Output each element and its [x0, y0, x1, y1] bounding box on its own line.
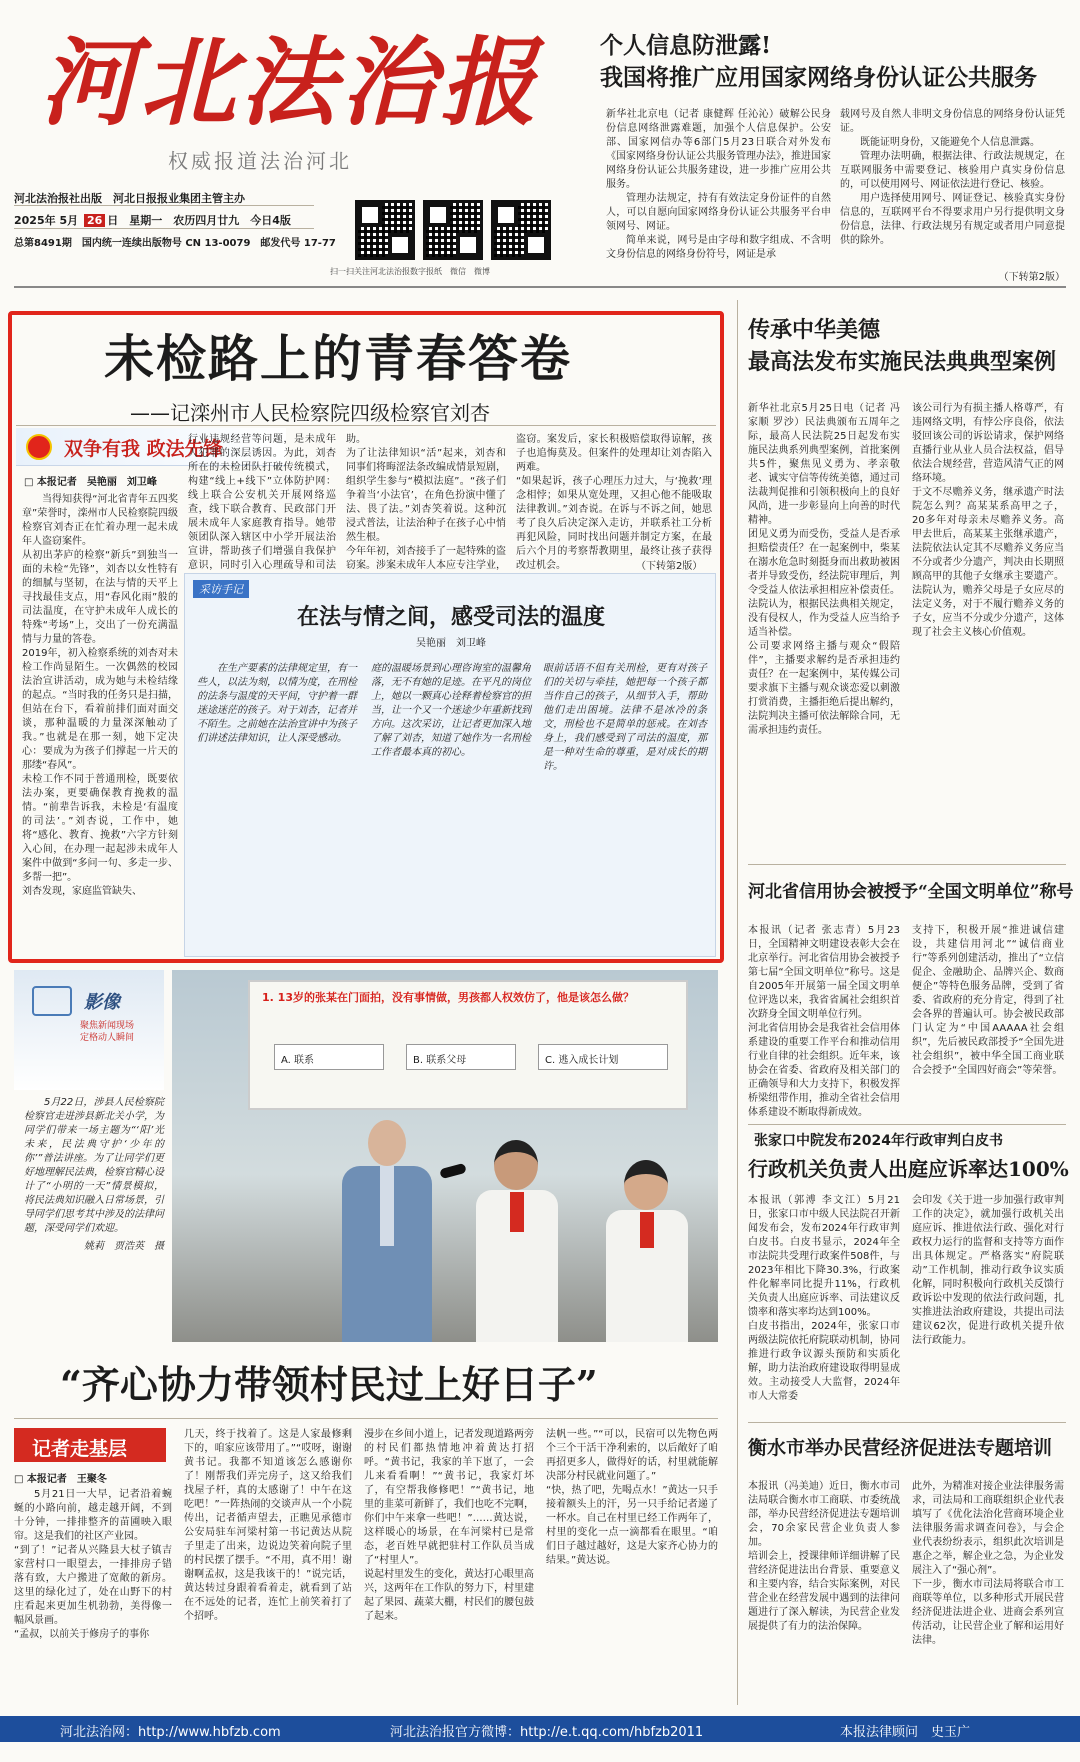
screen-option-c: C. 逃入成长计划: [538, 1044, 668, 1070]
village-col-3: 漫步在乡间小道上，记者发现道路两旁的村民们都热情地冲着黄达打招呼。“黄书记，我家的羊下崽了，一会儿来看看啊！”“黄书记，我家灯坏了，有空帮我修修吧！”“黄书记，地里的韭菜可新鲜了，我们也吃不完啊，你们中午来拿一些吧！”……黄达说，这样暖心的场景，在车河梁村已是常态，老百姓早就把驻村工作队员当成了“村里人”。 说起村里发生的变化，黄达打心眼里高兴，这两年在工作队的努力下，村里建起了果园、蔬菜大棚，村民们的腰包鼓了起来。: [364, 1429, 534, 1622]
projection-screen: [248, 980, 688, 1110]
feature-col-2: 行业违规经营等问题，是未成年人犯罪的深层诱因。为此，刘杏所在的未检团队打破传统模式，构建“线上+线下”立体防护网：线上联合公安机关开展网络巡查，线下联合教育、民政部门开展未成年人家庭教育指导。她带领团队深入辖区中小学开展法治宣讲，帮助孩子们增强自我保护意识，同时引入心理疏导和司法: [188, 434, 336, 571]
top-story: [600, 30, 1065, 283]
civil-code-story: [748, 314, 1068, 862]
feature-jump[interactable]: （下转第2版）: [636, 561, 703, 572]
hengshui-story: [748, 1428, 1068, 1708]
court-title: 行政机关负责人出庭应诉率达100%: [748, 1157, 1069, 1181]
screen-option-a: A. 联系: [274, 1044, 384, 1070]
footer-weibo-link[interactable]: 河北法治报官方微博：http://e.t.qq.com/hbfzb2011: [390, 1725, 704, 1740]
top-story-col-1: 新华社北京电（记者 康健辉 任沁沁）破解公民身份信息网络泄露难题，加强个人信息保护。公安部、国家网信办等6部门5月23日联合对外发布《国家网络身份认证公共服务管理办法》，推进国家网络身份认证公共服务建设，进一步推广应用公共服务。 管理办法规定，持有有效法定身份证件的自然人，可以自愿向国家网络身份认证公共服务平台申领网号、网证。 简单来说，网号是由字母和数字组成、不含明文身份信息的网络身份符号，网证是承: [606, 109, 831, 260]
interview-note-byline: 吴艳丽 刘卫峰: [416, 638, 486, 649]
credit-assoc-story: [748, 868, 1074, 1120]
village-col-2: 几天，终于找着了。这是人家最修剩下的，咱家应该带用了。”“哎呀，谢谢黄书记。我都不知道该怎么感谢你了！刚帮我们弄完房子，这又给我们找屋子杆，真的太感谢了！中午在这吃吧！”一阵热闹的交谈声从一个小院传出，记者循声望去，正瞧见承德市公安局驻车河梁村第一书记黄达从院子里走了出来，边说边笑着向院子里的村民摆了摆手。“不用，真不用！谢谢啊孟叔，这是我该干的！”说完话，黄达转过身跟着看着走，就看到了站在不远处的记者，连忙上前笑着打了个招呼。: [184, 1429, 352, 1622]
top-story-title-1: 个人信息防泄露!: [600, 32, 772, 59]
date-day-box: 26: [84, 214, 105, 227]
issue-line: 总第8491期 国内统一连续出版物号 CN 13-0079 邮发代号 17-77: [14, 238, 336, 249]
interview-note-col-3: 眼前话语不但有关刑检，更有对孩子们的关切与牵挂，她把每一个孩子都当作自己的孩子，从细节入手，帮助他们走出困境。法律不是冰冷的条文，刑检也不是简单的惩戒。在刘杏身上，我们感受到了司法的温度，那是一种对生命的尊重，是对成长的期许。: [543, 663, 707, 772]
feature-col-1: 当得知获得“河北省青年五四奖章”荣誉时，滦州市人民检察院四级检察官刘杏正在忙着办理一起未成年人盗窃案件。 从初出茅庐的检察“新兵”到独当一面的未检“先锋”，刘杏以女性特有的细腻与坚韧，在法与情的天平上寻找最佳支点，用“春风化雨”般的司法温度，在守护未成年人成长的特殊“考场”上，交出了一份充满温情与力量的答卷。 2019年，初入检察系统的刘杏对未检工作尚显陌生。一次偶然的校园法治宣讲活动，成为她与未检结缘的起点。“当时我的任务只是扫描，但站在台下，看着前排们面对面交谈，那种温暖的力量深深触动了我。”也就是在那一刻，她下定决心：要成为为孩子们撑起一片天的那缕“春风”。 未检工作不同于普通刑检，既要依法办案，更要确保教育挽救的温情。“前辈告诉我，未检是‘有温度的司法’。”刘杏说，工作中，她将“感化、教育、挽救”六字方针刻入心间，在办理一起起涉未成年人案件中做到“多问一句、多走一步、多帮一把”。 刘杏发现，家庭监管缺失、: [22, 494, 178, 897]
student-girl-figure: [602, 1160, 692, 1342]
credit-title: 河北省信用协会被授予“全国文明单位”称号: [748, 882, 1074, 902]
civil-title-2: 最高法发布实施民法典典型案例: [748, 349, 1057, 375]
village-col-1: 5月21日一大早，记者沿着蜿蜒的小路向前，越走越开阔，不到十分钟，一排排整齐的苗圃映入眼帘。这是我们的社区产业园。 “到了！”记者从兴隆县大杖子镇吉家营村口一眼望去，一排排房子错落有致，大户搬进了宽敞的新房。这里的绿化过了，处在山野下的村庄看起来更加生机勃勃，美得像一幅风景画。 “孟叔，以前关于修房子的事你: [14, 1489, 172, 1640]
interview-note-col-1: 在生产要素的法律规定里，有一些人，以法为刻，以情为度，在刑检的法条与温度的天平间，守护着一群迷途迷茫的孩子。对于刘杏，记者并不陌生。之前她在法治宣讲中为孩子们讲述法律知识，让人深受感动。: [197, 663, 357, 744]
civil-col-1: 新华社北京5月25日电（记者 冯家顺 罗沙）民法典颁布五周年之际，最高人民法院25日起发布实施民法典系列典型案例，首批案例共5件，聚焦见义勇为、孝亲敬老、诚实守信等传统美德，通过司法裁判促推和引领积极向上的良好风尚，进一步彰显向上向善的时代精神。 团见义勇为而受伤，受益人是否承担赔偿责任？在一起案例中，柴某在溺水危急时刻挺身而出救助被困者并导致受伤，经法院审理后，判令受益人依法承担相应补偿责任。法院认为，根据民法典相关规定，没有侵权人，作为受益人应当给予适当补偿。 公司要求网络主播与观众“假陪伴”，主播要求解约是否承担违约责任？在一起案例中，某传媒公司要求旗下主播与观众谈恋爱以刺激打赏消费，主播拒绝后提出解约，法院判决主播可依法解除合同，无需承担违约责任。: [748, 403, 900, 736]
village-tag: 记者走基层: [14, 1428, 166, 1462]
interview-note-title: 在法与情之间，感受司法的温度: [296, 604, 605, 630]
feature-box: [8, 311, 724, 963]
top-story-title-2: 我国将推广应用国家网络身份认证公共服务: [600, 64, 1037, 91]
microphone-icon: [439, 1163, 467, 1179]
date-year-month: 2025年 5月: [14, 214, 79, 227]
photo-caption: 5月22日，涉县人民检察院检察官走进涉县新北关小学，为同学们带来一场主题为“‘阳’光未来，民法典守护‘少年的你’”普法讲座。为了让同学们更好地理解民法典，检察官精心设计了“小明的一天”情景模拟，将民法典知识融入日常场景，引导同学们思考其中涉及的法律问题，深受同学们欢迎。 姚莉 贾浩英 摄: [24, 1097, 164, 1252]
date-rest: 日 星期一 农历四月廿九 今日4版: [107, 214, 291, 227]
footer-website-link[interactable]: 河北法治网：http://www.hbfzb.com: [60, 1725, 281, 1740]
screen-option-b: B. 联系父母: [406, 1044, 516, 1070]
photo-credit: 姚莉 贾浩英 摄: [84, 1241, 164, 1252]
top-story-jump[interactable]: （下转第2版）: [995, 268, 1065, 283]
photo-label-box: [14, 970, 164, 1090]
news-photo: [172, 970, 718, 1342]
court-col-2: 会印发《关于进一步加强行政审判工作的决定》，就加强行政机关出庭应诉、推进依法行政、强化对行政权力运行的监督和支持等方面作出具体规定。严格落实“府院联动”工作机制，推动行政争议实质化解，同时积极向行政机关反馈行政诉讼中发现的依法行政问题，扎实推进法治政府建设，共提出司法建议62次，促进行政机关提升依法行政能力。: [912, 1195, 1064, 1346]
civil-title-1: 传承中华美德: [748, 317, 881, 343]
village-byline: □ 本报记者 王聚冬: [14, 1474, 107, 1485]
footer-legal-advisor: 本报法律顾问 史玉广: [840, 1725, 971, 1740]
camera-icon: [32, 986, 72, 1016]
masthead-slogan: 权威报道法治河北: [168, 149, 352, 173]
hengshui-title: 衡水市举办民营经济促进法专题培训: [748, 1437, 1053, 1459]
feature-banner-text: 双争有我 政法先锋: [64, 438, 223, 460]
photo-brand: 聚焦新闻现场 定格动人瞬间: [80, 1021, 135, 1043]
interview-note-tag: 采访手记: [193, 580, 249, 598]
civil-col-2: 该公司行为有损主播人格尊严，有违网络文明，有悖公序良俗，依法驳回该公司的诉讼请求，保护网络直播行业从业人员合法权益，倡导依法合规经营，营造风清气正的网络环境。 于文不尽赡养义务，继承遗产时法院怎么判？高某某系高甲之子，20多年对母亲未尽赡养义务。高甲去世后，高某某主张继承遗产，法院依法认定其不尽赡养义务应当不分或者少分遗产，判决由长期照顾高甲的其他子女继承主要遗产。法院认为，赡养父母是子女应尽的法定义务，对于不履行赡养义务的子女，应当不分或少分遗产，这体现了社会主义核心价值观。: [912, 403, 1064, 638]
feature-col-3: 助。 为了让法律知识“活”起来，刘杏和同事们将晦涩法条改编成情景短剧，组织学生参与“模拟法庭”。“孩子们争着当‘小法官’，在角色扮演中懂了法、畏了法。”刘杏笑着说。这种沉浸式普法，让法治种子在孩子心中悄然生根。 今年年初，刘杏接手了一起特殊的盗窃案。涉案未成年人本应专注学业，: [346, 434, 506, 571]
qr-code-wechat[interactable]: [423, 200, 483, 260]
feature-subtitle: ——记滦州市人民检察院四级检察官刘杏: [130, 401, 490, 425]
photo-label: 影像: [84, 992, 120, 1013]
village-col-4: 法帆一些。”“可以，民宿可以先物色两个三个干活干净利索的，以后敞好了咱再招更多人，做得好的话，村里就能解决部分村民就业问题了。” “快，热了吧，先喝点水！”黄达一只手接着额头上的汗，另一只手给记者递了一杯水。自己在村里已经工作两年了，村里的变化一点一滴都看在眼里。“咱们日子越过越好，这是大家齐心协力的结果。”黄达说。: [546, 1429, 718, 1566]
credit-col-2: 支持下，积极开展“推进诚信建设，共建信用河北”“诚信商业行”等系列创建活动，推出了“立信促企、金融助企、品牌兴企、数商便企”等特色服务品牌，受到了省委、省政府的充分肯定，得到了社会各界的普遍认可。协会被民政部门认定为“中国AAAAA社会组织”，先后被民政部授予“全国先进社会组织”，被中华全国工商业联合会授予“全国四好商会”等荣誉。: [912, 925, 1064, 1076]
court-whitepaper-story: [748, 1128, 1068, 1418]
screen-question: 1. 13岁的张某在门面拍，没有事情做，男孩都人权效仿了，他是该怎么做？: [262, 991, 634, 1004]
publisher-line: 河北法治报社出版 河北日报报业集团主管主办: [14, 192, 245, 205]
village-title: “齐心协力带领村民过上好日子”: [60, 1362, 598, 1407]
qr-code-digital[interactable]: [355, 200, 415, 260]
photo-section: [14, 970, 718, 1350]
court-subtitle: 张家口中院发布2024年行政审判白皮书: [754, 1133, 1003, 1149]
top-story-text: 新华社北京电（记者 康健辉 任沁沁）破解公民身份信息网络泄露难题，加强个人信息保护。公安部、国家网信办等6部门5月23日联合对外发布《国家网络身份认证公共服务管理办法》，推进国家网络身份认证公共服务建设，进一步推广应用公共服务。: [606, 109, 831, 190]
feature-byline: □ 本报记者 吴艳丽 刘卫峰: [24, 477, 157, 488]
court-col-1: 本报讯（郭溥 李文江）5月21日，张家口市中级人民法院召开新闻发布会，发布2024年行政审判白皮书。白皮书显示，2024年全市法院共受理行政案件508件，与2023年相比下降30.3%，行政案件化解率同比提升11%，行政机关负责人出庭应诉率、司法建议反馈率和落实率均达到100%。 白皮书指出，2024年，张家口市两级法院依托府院联动机制，协同推进行政争议源头预防和实质化解，助力法治政府建设取得明显成效。主动接受人大监督，2024年市人大常委: [748, 1195, 900, 1402]
footer-bar: [0, 1716, 1080, 1742]
party-emblem-icon: [26, 434, 52, 460]
interview-note: [184, 573, 716, 957]
feature-col-4: 盗窃。案发后，家长积极赔偿取得谅解，孩子也追悔莫及。但案件的处理却让刘杏陷入两难。 “如果起诉，孩子心理压力过大，与‘挽救’理念相悖；如果从宽处理，又担心他不能吸取法律教训。”刘杏说。在诉与不诉之间，她思考了良久后决定深入走访，并联系社工分析再犯风险，同时找出问题并制定方案，在最后六个月的考察帮教期里，最终让孩子获得改过机会。: [516, 434, 712, 571]
masthead: [0, 0, 540, 276]
prosecutor-figure: [332, 1120, 442, 1342]
credit-col-1: 本报讯（记者 张志青）5月23日，全国精神文明建设表彰大会在北京举行。河北省信用协会被授予第七届“全国文明单位”称号。这是自2005年开展第一届全国文明单位评选以来，我省省属社会组织首次跻身全国文明单位行列。 河北省信用协会是我省社会信用体系建设的重要工作平台和推动信用行业自律的社会组织。近年来，该协会在省委、省政府及相关部门的正确领导和大力支持下，积极发挥桥梁纽带作用，推动全省社会信用体系建设不断取得新成效。: [748, 925, 900, 1118]
feature-title: 未检路上的青春答卷: [104, 329, 572, 388]
masthead-logo: 河北法治报: [40, 26, 540, 139]
top-story-col-2: 载网号及自然人非明文身份信息的网络身份认证凭证。 既能证明身份，又能避免个人信息泄露。 管理办法明确，根据法律、行政法规规定，在互联网服务中需要登记、核验用户真实身份信息的，可以使用网号、网证依法进行登记、核验。 用户选择使用网号、网证登记、核验真实身份信息的，互联网平台不得要求用户另行提供明文身份信息，法律、行政法规另有规定或者用户同意提供的除外。: [840, 109, 1065, 246]
interview-note-col-2: 庭的温暖场景到心理咨询室的温馨角落，无不有她的足迹。在平凡的岗位上，她以一颗真心诠释着检察官的担当，让一个又一个迷途少年重新找到方向。这次采访，让记者更加深入地了解了刘杏，知道了她作为一名刑检工作者最本真的初心。: [371, 663, 531, 758]
hengshui-col-1: 本报讯（冯美迪）近日，衡水市司法局联合衡水市工商联、市委统战部，举办民营经济促进法专题培训会，70余家民营企业负责人参加。 培训会上，授课律师详细讲解了民营经济促进法出台背景、重要意义和主要内容，结合实际案例，对民营企业在经营发展中遇到的法律问题进行了深入解读，为民营企业发展提供了有力的法治保障。: [748, 1481, 900, 1632]
hengshui-col-2: 此外，为精准对接企业法律服务需求，司法局和工商联组织企业代表填写了《优化法治化营商环境企业法律服务需求调查问卷》，与会企业代表纷纷表示，组织此次培训是惠企之举，解企业之急，为企业发展注入了“强心剂”。 下一步，衡水市司法局将联合市工商联等单位，以多种形式开展民营经济促进法进企业、进商会系列宣传活动，让民营企业了解和运用好法律。: [912, 1481, 1064, 1646]
student-boy-figure: [472, 1140, 562, 1342]
date-line: [14, 212, 291, 228]
qr-caption: 扫一扫关注河北法治报数字报纸 微信 微博: [330, 267, 490, 276]
qr-code-weibo[interactable]: [491, 200, 551, 260]
